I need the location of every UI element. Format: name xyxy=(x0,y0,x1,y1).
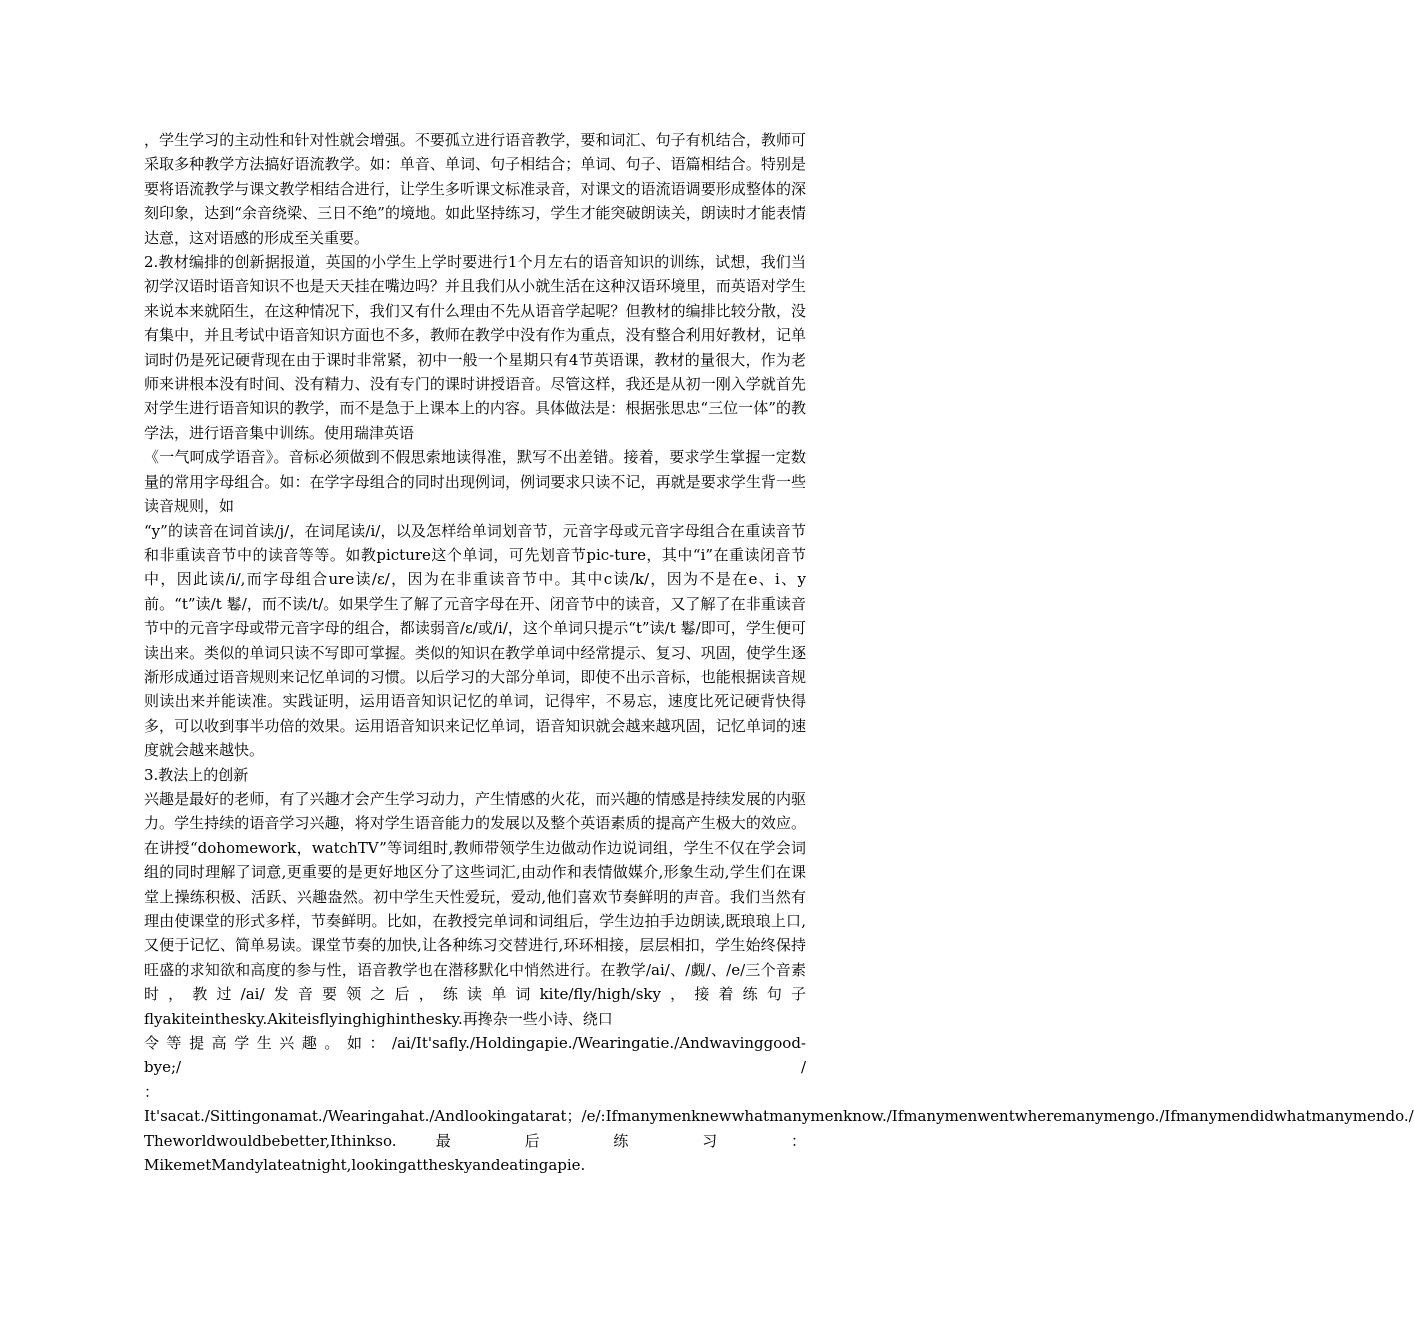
line-practice-sentence: MikemetMandylateatnight,lookingattheskyandeatingapie. xyxy=(144,1156,586,1175)
paragraph-interest-teaching: 兴趣是最好的老师，有了兴趣才会产生学习动力，产生情感的火花，而兴趣的情感是持续发展的内驱力。学生持续的语音学习兴趣，将对学生语音能力的发展以及整个英语素质的提高产生极大的效应。在讲授“dohomework，watchTV”等词组时,教师带领学生边做动作边说词组，学生不仅在学会词组的同时理解了词意,更重要的是更好地区分了这些词汇,由动作和表情做媒介,形象生动,学生们在课堂上操练积极、活跃、兴趣盎然。初中学生天性爱玩，爱动,他们喜欢节奏鲜明的声音。我们当然有理由使课堂的形式多样，节奏鲜明。比如，在教授完单词和词组后，学生边拍手边朗读,既琅琅上口,又便于记忆、简单易读。课堂节奏的加快,让各种练习交替进行,环环相接，层层相扣，学生始终保持旺盛的求知欲和高度的参与性，语音教学也在潜移默化中悄然进行。在教学/ai/、/觑/、/e/三个音素时，教过/ai/发音要领之后，练读单词kite/fly/high/sky，接着练句子flyakiteinthesky.Akiteisflyinghighinthesky.再搀杂一些小诗、绕口 xyxy=(144,789,806,1028)
line-final-practice: Theworldwouldbebetter,Ithinkso. 最 后 练 习 ： xyxy=(144,1131,806,1150)
paragraph-rhymes: ：It'sacat./Sittingonamat./Wearingahat./Andlookingatarat；/e/:Ifmanymenknewwhatmanymenknow./Ifmanymenwentwheremanymengo./Ifmanymendidwhatmanymendo./ xyxy=(144,1082,1414,1126)
document-page xyxy=(144,128,1414,1177)
paragraph-pronunciation-fluency: ，学生学习的主动性和针对性就会增强。不要孤立进行语音教学，要和词汇、句子有机结合，教师可采取多种教学方法搞好语流教学。如：单音、单词、句子相结合；单词、句子、语篇相结合。特别是要将语流教学与课文教学相结合进行，让学生多听课文标准录音，对课文的语流语调要形成整体的深刻印象，达到“余音绕梁、三日不绝”的境地。如此坚持练习，学生才能突破朗读关，朗读时才能表情达意，这对语感的形成至关重要。 xyxy=(144,131,806,247)
line-rhyme-intro: 令等提高学生兴趣。如：/ai/It'safly./Holdingapie./Wearingatie./Andwavinggood- xyxy=(144,1034,806,1053)
paragraph-phonics-book: 《一气呵成学语音》。音标必须做到不假思索地读得准，默写不出差错。接着，要求学生掌握一定数量的常用字母组合。如：在学字母组合的同时出现例词，例词要求只读不记，再就是要求学生背一些读音规则，如 xyxy=(144,448,806,516)
paragraph-reading-rules: “y”的读音在词首读/j/，在词尾读/i/，以及怎样给单词划音节，元音字母或元音字母组合在重读音节和非重读音节中的读音等等。如教picture这个单词，可先划音节pic-ture，其中“i”在重读闭音节中，因此读/i/,而字母组合ure读/ε/，因为在非重读音节中。其中c读/k/，因为不是在e、i、y前。“t”读/t 鬈/，而不读/t/。如果学生了解了元音字母在开、闭音节中的读音，又了解了在非重读音节中的元音字母或带元音字母的组合，都读弱音/ε/或/i/，这个单词只提示“t”读/t 鬈/即可，学生便可读出来。类似的单词只读不写即可掌握。类似的知识在教学单词中经常提示、复习、巩固，使学生逐渐形成通过语音规则来记忆单词的习惯。以后学习的大部分单词，即使不出示音标，也能根据读音规则读出来并能读准。实践证明，运用语音知识记忆的单词，记得牢，不易忘，速度比死记硬背快得多，可以收到事半功倍的效果。运用语音知识来记忆单词，语音知识就会越来越巩固，记忆单词的速度就会越来越快。 xyxy=(144,521,806,760)
section-heading-teaching-method: 3.教法上的创新 xyxy=(144,765,249,784)
line-rhyme-break: bye;/ / xyxy=(144,1058,806,1077)
paragraph-textbook-innovation: 2.教材编排的创新据报道，英国的小学生上学时要进行1个月左右的语音知识的训练，试想，我们当初学汉语时语音知识不也是天天挂在嘴边吗？并且我们从小就生活在这种汉语环境里，而英语对学生来说本来就陌生，在这种情况下，我们又有什么理由不先从语音学起呢？但教材的编排比较分散，没有集中，并且考试中语音知识方面也不多，教师在教学中没有作为重点，没有整合利用好教材，记单词时仍是死记硬背现在由于课时非常紧，初中一般一个星期只有4节英语课，教材的量很大，作为老师来讲根本没有时间、没有精力、没有专门的课时讲授语音。尽管这样，我还是从初一刚入学就首先对学生进行语音知识的教学，而不是急于上课本上的内容。具体做法是：根据张思忠“三位一体”的教学法，进行语音集中训练。使用瑞津英语 xyxy=(144,253,806,442)
